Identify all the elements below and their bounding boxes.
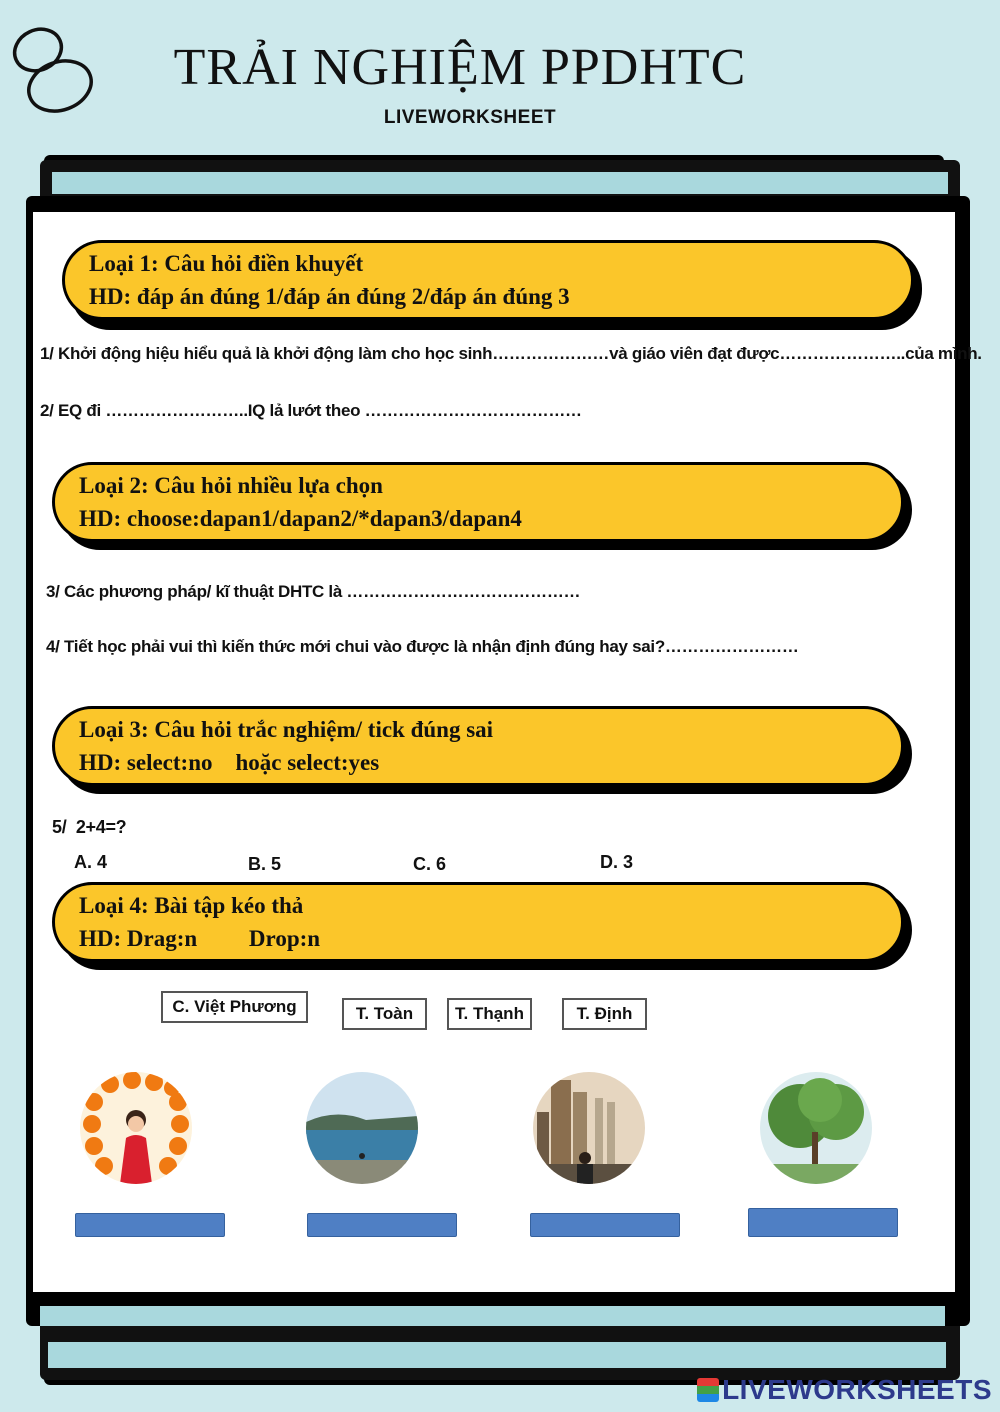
seaside-photo (306, 1072, 418, 1184)
drag-item-toan[interactable]: T. Toàn (342, 998, 427, 1030)
section-3-title: Loại 3: Câu hỏi trắc nghiệm/ tick đúng sai (79, 717, 494, 742)
section-banner-2 (52, 462, 904, 542)
section-2-hint: HD: choose:dapan1/dapan2/*dapan3/dapan4 (79, 506, 522, 531)
liveworksheets-logo-icon (697, 1378, 719, 1402)
park-photo (760, 1072, 872, 1184)
section-4-hint: HD: Drag:n Drop:n (79, 926, 321, 951)
choice-c[interactable]: C. 6 (413, 854, 447, 874)
page-subtitle: LIVEWORKSHEET (383, 107, 557, 128)
question-5: 5/ 2+4=? (52, 817, 127, 837)
drop-target-3[interactable] (530, 1213, 680, 1237)
choice-b[interactable]: B. 5 (248, 854, 282, 874)
choice-d[interactable]: D. 3 (600, 852, 634, 872)
section-2-title: Loại 2: Câu hỏi nhiều lựa chọn (79, 473, 383, 498)
section-4-title: Loại 4: Bài tập kéo thả (79, 893, 304, 918)
question-4: 4/ Tiết học phải vui thì kiến thức mới chui vào được là nhận định đúng hay sai?…………………… (46, 637, 799, 656)
drop-target-2[interactable] (307, 1213, 457, 1237)
section-3-hint: HD: select:no hoặc select:yes (79, 750, 380, 775)
drop-target-4[interactable] (748, 1208, 898, 1237)
portrait-photo (80, 1072, 192, 1184)
section-banner-1 (62, 240, 914, 320)
drag-item-viet-phuong[interactable]: C. Việt Phương (161, 991, 308, 1023)
section-banner-3 (52, 706, 904, 786)
section-1-title: Loại 1: Câu hỏi điền khuyết (89, 251, 364, 276)
section-banner-4 (52, 882, 904, 962)
question-1: 1/ Khởi động hiệu hiểu quả là khởi động làm cho học sinh…………………và giáo viên đạt được…………………..của mình. (40, 344, 982, 363)
page-title: TRẢI NGHIỆM PPDHTC (173, 39, 747, 96)
question-3: 3/ Các phương pháp/ kĩ thuật DHTC là …………………………………… (46, 582, 581, 601)
drag-item-dinh[interactable]: T. Định (562, 998, 647, 1030)
drop-target-1[interactable] (75, 1213, 225, 1237)
question-2: 2/ EQ đi ……………………..IQ lả lướt theo ………………………………… (40, 401, 582, 420)
liveworksheets-brand (697, 1374, 992, 1406)
choice-a[interactable]: A. 4 (74, 852, 108, 872)
drag-item-thanh[interactable]: T. Thạnh (447, 998, 532, 1030)
section-1-hint: HD: đáp án đúng 1/đáp án đúng 2/đáp án đúng 3 (89, 284, 570, 309)
city-photo (533, 1072, 645, 1184)
brand-text: LIVEWORKSHEETS (722, 1374, 992, 1405)
